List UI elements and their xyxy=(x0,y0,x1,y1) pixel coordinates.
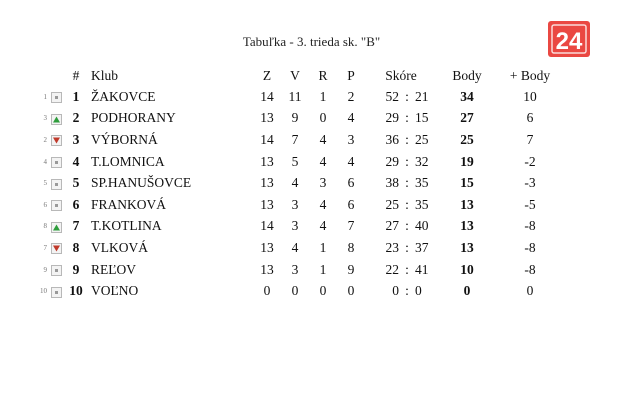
wins: 4 xyxy=(291,175,299,191)
losses: 0 xyxy=(347,283,355,299)
previous-position: 10 xyxy=(40,287,47,296)
club-name[interactable]: PODHORANY xyxy=(91,110,176,126)
previous-position: 7 xyxy=(43,243,47,252)
no-change-icon xyxy=(51,287,62,298)
position: 6 xyxy=(72,196,80,212)
movement-cell xyxy=(48,108,64,130)
plus-points: 10 xyxy=(523,88,537,104)
arrow-down-icon xyxy=(51,135,62,146)
no-change-icon xyxy=(51,265,62,276)
plus-points: -5 xyxy=(524,196,536,212)
score-colon: : xyxy=(405,239,409,255)
movement-header xyxy=(48,66,64,86)
wins: 4 xyxy=(291,239,299,255)
goals-for: 0 xyxy=(392,283,399,299)
losses: 4 xyxy=(347,110,355,126)
club-header: Klub xyxy=(91,68,118,83)
arrow-down-icon xyxy=(51,243,62,254)
score-colon: : xyxy=(405,175,409,191)
score-colon: : xyxy=(405,261,409,277)
movement-cell xyxy=(48,151,64,173)
table-row[interactable] xyxy=(30,216,563,238)
table-row[interactable] xyxy=(30,129,563,151)
no-change-icon xyxy=(51,157,62,168)
wins: 5 xyxy=(291,153,299,169)
movement-cell xyxy=(48,280,64,302)
score-colon: : xyxy=(405,218,409,234)
goals-for: 25 xyxy=(385,196,399,212)
table-row[interactable] xyxy=(30,237,563,259)
draws: 4 xyxy=(319,153,327,169)
r-header: R xyxy=(318,68,328,83)
draws: 4 xyxy=(319,218,327,234)
previous-position: 5 xyxy=(43,179,47,188)
goals-for: 22 xyxy=(385,261,399,277)
movement-cell xyxy=(48,194,64,216)
losses: 6 xyxy=(347,196,355,212)
losses: 6 xyxy=(347,175,355,191)
position: 2 xyxy=(72,110,80,126)
goals-against: 35 xyxy=(415,175,429,191)
club-name[interactable]: VOĽNO xyxy=(91,283,139,299)
club-name[interactable]: SP.HANUŠOVCE xyxy=(91,175,192,191)
previous-position: 2 xyxy=(43,135,47,144)
table-row[interactable] xyxy=(30,108,563,130)
wins: 0 xyxy=(291,283,299,299)
plus-points: -8 xyxy=(524,261,536,277)
played: 13 xyxy=(260,153,274,169)
points: 27 xyxy=(460,110,474,126)
plus-body-header: + Body xyxy=(509,68,551,83)
table-title: Tabuľka - 3. trieda sk. "B" xyxy=(242,34,381,49)
score-header: Skóre xyxy=(385,68,417,83)
club-name[interactable]: T.KOTLINA xyxy=(91,218,162,234)
plus-points: -3 xyxy=(524,175,536,191)
position: 3 xyxy=(72,131,80,147)
prev-pos-header xyxy=(30,66,48,86)
draws: 3 xyxy=(319,175,327,191)
losses: 3 xyxy=(347,131,355,147)
points: 15 xyxy=(460,175,474,191)
goals-against: 32 xyxy=(415,153,429,169)
club-name[interactable]: REĽOV xyxy=(91,261,136,277)
goals-for: 38 xyxy=(385,175,399,191)
goals-for: 29 xyxy=(385,153,399,169)
table-row[interactable] xyxy=(30,86,563,108)
score-colon: : xyxy=(405,283,409,299)
plus-points: -8 xyxy=(524,239,536,255)
wins: 7 xyxy=(291,131,299,147)
goals-against: 37 xyxy=(415,239,429,255)
played: 13 xyxy=(260,110,274,126)
movement-cell xyxy=(48,259,64,281)
position: 7 xyxy=(72,218,80,234)
previous-position: 3 xyxy=(43,114,47,123)
losses: 9 xyxy=(347,261,355,277)
plus-points: -8 xyxy=(524,218,536,234)
no-change-icon xyxy=(51,200,62,211)
points: 0 xyxy=(463,283,471,299)
plus-points: 0 xyxy=(526,283,534,299)
movement-cell xyxy=(48,129,64,151)
no-change-icon xyxy=(51,179,62,190)
played: 0 xyxy=(263,283,271,299)
body-header: Body xyxy=(452,68,482,83)
movement-cell xyxy=(48,172,64,194)
score-colon: : xyxy=(405,153,409,169)
points: 10 xyxy=(460,261,474,277)
club-name[interactable]: VLKOVÁ xyxy=(91,239,148,255)
played: 13 xyxy=(260,239,274,255)
goals-for: 23 xyxy=(385,239,399,255)
points: 34 xyxy=(460,88,474,104)
goals-for: 52 xyxy=(385,88,399,104)
points: 13 xyxy=(460,218,474,234)
played: 13 xyxy=(260,196,274,212)
losses: 4 xyxy=(347,153,355,169)
played: 13 xyxy=(260,261,274,277)
score-colon: : xyxy=(405,110,409,126)
draws: 0 xyxy=(319,283,327,299)
draws: 1 xyxy=(319,261,327,277)
plus-points: 6 xyxy=(526,110,534,126)
position: 8 xyxy=(72,239,80,255)
goals-against: 25 xyxy=(415,131,429,147)
logo-24-icon[interactable] xyxy=(545,18,593,60)
movement-cell xyxy=(48,86,64,108)
losses: 7 xyxy=(347,218,355,234)
points: 13 xyxy=(460,196,474,212)
club-name[interactable]: ŽAKOVCE xyxy=(91,88,156,104)
arrow-up-icon xyxy=(51,114,62,125)
previous-position: 8 xyxy=(43,222,47,231)
wins: 3 xyxy=(291,218,299,234)
plus-points: 7 xyxy=(526,131,534,147)
previous-position: 9 xyxy=(43,265,47,274)
goals-against: 40 xyxy=(415,218,429,234)
goals-against: 41 xyxy=(415,261,429,277)
draws: 0 xyxy=(319,110,327,126)
score-colon: : xyxy=(405,131,409,147)
previous-position: 6 xyxy=(43,200,47,209)
table-row[interactable] xyxy=(30,172,563,194)
wins: 3 xyxy=(291,261,299,277)
table-row[interactable] xyxy=(30,194,563,216)
wins: 3 xyxy=(291,196,299,212)
svg-text:24: 24 xyxy=(555,28,583,55)
played: 14 xyxy=(260,218,274,234)
no-change-icon xyxy=(51,92,62,103)
draws: 1 xyxy=(319,88,327,104)
goals-against: 0 xyxy=(415,283,422,299)
movement-cell xyxy=(48,216,64,238)
v-header: V xyxy=(290,68,300,83)
goals-for: 36 xyxy=(385,131,399,147)
goals-for: 27 xyxy=(385,218,399,234)
club-name[interactable]: VÝBORNÁ xyxy=(91,131,158,147)
points: 13 xyxy=(460,239,474,255)
goals-for: 29 xyxy=(385,110,399,126)
table-row[interactable] xyxy=(30,280,563,302)
draws: 4 xyxy=(319,196,327,212)
goals-against: 35 xyxy=(415,196,429,212)
club-name[interactable]: T.LOMNICA xyxy=(91,153,165,169)
draws: 4 xyxy=(319,131,327,147)
position: 10 xyxy=(69,283,83,299)
position: 9 xyxy=(72,261,80,277)
draws: 1 xyxy=(319,239,327,255)
position: 4 xyxy=(72,153,80,169)
wins: 9 xyxy=(291,110,299,126)
goals-against: 21 xyxy=(415,88,429,104)
points: 19 xyxy=(460,153,474,169)
score-colon: : xyxy=(405,196,409,212)
arrow-up-icon xyxy=(51,222,62,233)
header-row xyxy=(30,66,563,86)
club-name[interactable]: FRANKOVÁ xyxy=(91,196,167,212)
league-table xyxy=(30,66,563,302)
table-row[interactable] xyxy=(30,151,563,173)
previous-position: 1 xyxy=(43,92,47,101)
plus-points: -2 xyxy=(524,153,536,169)
score-colon: : xyxy=(405,88,409,104)
played: 14 xyxy=(260,131,274,147)
points: 25 xyxy=(460,131,474,147)
losses: 2 xyxy=(347,88,355,104)
table-row[interactable] xyxy=(30,259,563,281)
p-header: P xyxy=(347,68,355,83)
wins: 11 xyxy=(288,88,302,104)
goals-against: 15 xyxy=(415,110,429,126)
position: 1 xyxy=(72,88,80,104)
z-header: Z xyxy=(262,68,272,83)
played: 14 xyxy=(260,88,274,104)
position: 5 xyxy=(72,175,80,191)
previous-position: 4 xyxy=(43,157,47,166)
played: 13 xyxy=(260,175,274,191)
movement-cell xyxy=(48,237,64,259)
losses: 8 xyxy=(347,239,355,255)
pos-header: # xyxy=(72,68,80,83)
